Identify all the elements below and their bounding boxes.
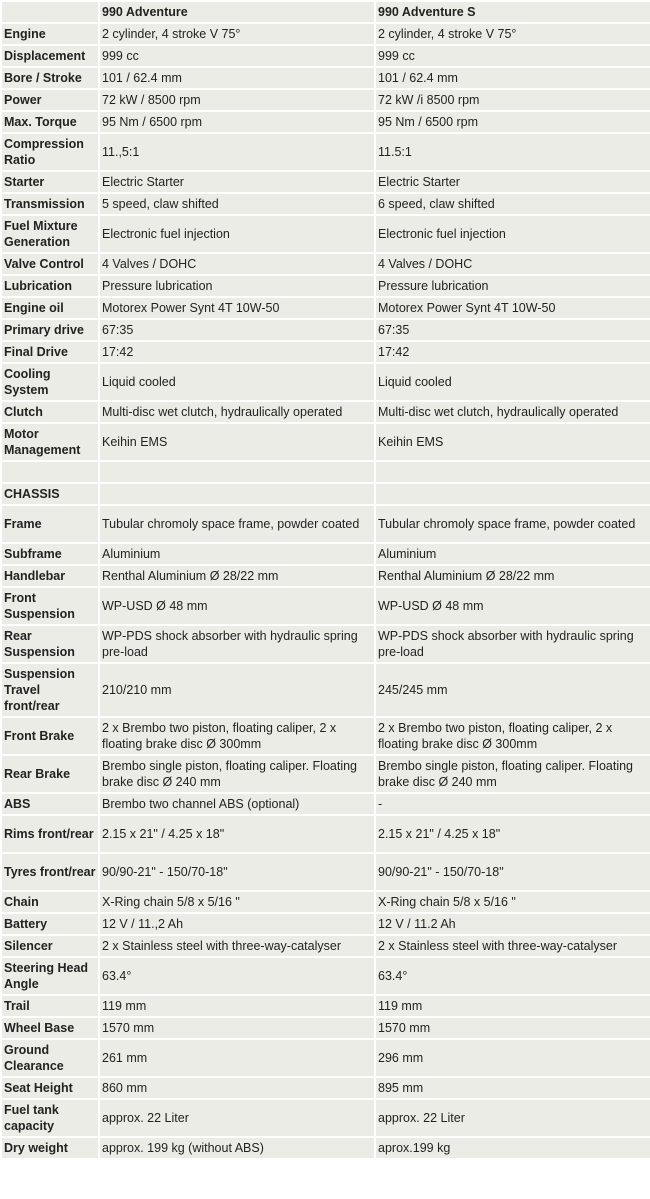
spec-row: [2, 718, 650, 754]
spec-value-model-b: Tubular chromoly space frame, powder coated: [376, 506, 650, 542]
spec-value-model-b: 6 speed, claw shifted: [376, 194, 650, 214]
spec-value-model-b: WP-USD Ø 48 mm: [376, 588, 650, 624]
spec-row: [2, 1018, 650, 1038]
spec-label: Fuel Mixture Generation: [2, 216, 98, 252]
spec-row: [2, 626, 650, 662]
spec-value-model-b: 2 x Brembo two piston, floating caliper, 2 x floating brake disc Ø 300mm: [376, 718, 650, 754]
spec-label: Lubrication: [2, 276, 98, 296]
spec-label: Dry weight: [2, 1138, 98, 1158]
spec-value-model-a: [100, 462, 374, 482]
spec-value-model-a: 90/90-21" - 150/70-18": [100, 854, 374, 890]
spec-value-model-b: -: [376, 794, 650, 814]
spec-label: Clutch: [2, 402, 98, 422]
spec-value-model-b: [376, 462, 650, 482]
spec-label: Battery: [2, 914, 98, 934]
spec-value-model-a: Liquid cooled: [100, 364, 374, 400]
spec-value-model-b: Brembo single piston, floating caliper. Floating brake disc Ø 240 mm: [376, 756, 650, 792]
spec-label: Valve Control: [2, 254, 98, 274]
spec-value-model-b: 101 / 62.4 mm: [376, 68, 650, 88]
header-blank-cell: [2, 2, 98, 22]
spec-value-model-b: Keihin EMS: [376, 424, 650, 460]
spec-row: [2, 1040, 650, 1076]
spec-value-model-b: Aluminium: [376, 544, 650, 564]
spec-label: Final Drive: [2, 342, 98, 362]
spec-value-model-a: 261 mm: [100, 1040, 374, 1076]
spec-label: Subframe: [2, 544, 98, 564]
spec-value-model-a: 67:35: [100, 320, 374, 340]
spec-row: [2, 756, 650, 792]
spec-label: Max. Torque: [2, 112, 98, 132]
spec-label: Engine oil: [2, 298, 98, 318]
spec-label: Wheel Base: [2, 1018, 98, 1038]
spec-label: Seat Height: [2, 1078, 98, 1098]
spec-row: [2, 816, 650, 852]
spec-value-model-a: 63.4°: [100, 958, 374, 994]
spec-row: [2, 90, 650, 110]
spec-row: [2, 854, 650, 890]
spec-value-model-a: Aluminium: [100, 544, 374, 564]
spec-value-model-a: Electronic fuel injection: [100, 216, 374, 252]
spec-label: Rear Suspension: [2, 626, 98, 662]
spec-label: Suspension Travel front/rear: [2, 664, 98, 716]
spec-value-model-a: WP-PDS shock absorber with hydraulic spring pre-load: [100, 626, 374, 662]
spec-label: Engine: [2, 24, 98, 44]
spec-row: [2, 664, 650, 716]
spec-value-model-b: Multi-disc wet clutch, hydraulically operated: [376, 402, 650, 422]
spec-value-model-b: 95 Nm / 6500 rpm: [376, 112, 650, 132]
spec-value-model-b: 999 cc: [376, 46, 650, 66]
spec-value-model-b: 90/90-21" - 150/70-18": [376, 854, 650, 890]
spec-value-model-a: 210/210 mm: [100, 664, 374, 716]
spec-value-model-a: 860 mm: [100, 1078, 374, 1098]
spec-label: Transmission: [2, 194, 98, 214]
spec-label: CHASSIS: [2, 484, 98, 504]
spec-value-model-a: 2 cylinder, 4 stroke V 75°: [100, 24, 374, 44]
spec-label: Fuel tank capacity: [2, 1100, 98, 1136]
spec-label: Handlebar: [2, 566, 98, 586]
spec-row: [2, 172, 650, 192]
spec-value-model-b: WP-PDS shock absorber with hydraulic spring pre-load: [376, 626, 650, 662]
spec-row: [2, 194, 650, 214]
spec-label: Frame: [2, 506, 98, 542]
spec-value-model-b: 63.4°: [376, 958, 650, 994]
model-b-heading: 990 Adventure S: [376, 2, 650, 22]
spec-value-model-b: 2.15 x 21" / 4.25 x 18": [376, 816, 650, 852]
spec-label: Displacement: [2, 46, 98, 66]
spec-label: Rims front/rear: [2, 816, 98, 852]
spec-row: [2, 402, 650, 422]
spec-label: Bore / Stroke: [2, 68, 98, 88]
spec-value-model-b: 11.5:1: [376, 134, 650, 170]
spec-value-model-b: 4 Valves / DOHC: [376, 254, 650, 274]
spec-row: [2, 342, 650, 362]
spec-row: [2, 276, 650, 296]
spec-label: Steering Head Angle: [2, 958, 98, 994]
spec-row: [2, 46, 650, 66]
spec-row: [2, 566, 650, 586]
spec-value-model-b: Motorex Power Synt 4T 10W-50: [376, 298, 650, 318]
spec-row: [2, 914, 650, 934]
spec-row: [2, 254, 650, 274]
spec-row: [2, 936, 650, 956]
spec-value-model-a: 101 / 62.4 mm: [100, 68, 374, 88]
spec-row: [2, 424, 650, 460]
spec-value-model-b: X-Ring chain 5/8 x 5/16 ": [376, 892, 650, 912]
spec-value-model-b: 245/245 mm: [376, 664, 650, 716]
spec-value-model-b: Pressure lubrication: [376, 276, 650, 296]
spec-value-model-a: X-Ring chain 5/8 x 5/16 ": [100, 892, 374, 912]
spec-row: [2, 794, 650, 814]
spec-value-model-b: Renthal Aluminium Ø 28/22 mm: [376, 566, 650, 586]
spec-value-model-b: [376, 484, 650, 504]
spec-value-model-b: 17:42: [376, 342, 650, 362]
spec-value-model-a: approx. 199 kg (without ABS): [100, 1138, 374, 1158]
spec-value-model-b: 2 cylinder, 4 stroke V 75°: [376, 24, 650, 44]
spec-value-model-a: Brembo two channel ABS (optional): [100, 794, 374, 814]
spec-row: [2, 892, 650, 912]
spec-row: [2, 1078, 650, 1098]
spec-value-model-b: Liquid cooled: [376, 364, 650, 400]
spec-value-model-a: 11.,5:1: [100, 134, 374, 170]
spec-label: Trail: [2, 996, 98, 1016]
spec-value-model-a: Motorex Power Synt 4T 10W-50: [100, 298, 374, 318]
spec-value-model-a: Electric Starter: [100, 172, 374, 192]
spec-label: Ground Clearance: [2, 1040, 98, 1076]
spec-row: [2, 68, 650, 88]
spec-row: [2, 216, 650, 252]
spec-row: [2, 1138, 650, 1158]
spec-value-model-b: 12 V / 11.2 Ah: [376, 914, 650, 934]
spec-value-model-b: Electric Starter: [376, 172, 650, 192]
spec-value-model-a: [100, 484, 374, 504]
spec-value-model-a: 2.15 x 21" / 4.25 x 18": [100, 816, 374, 852]
spec-row: [2, 1100, 650, 1136]
spec-value-model-b: 119 mm: [376, 996, 650, 1016]
spec-value-model-a: 12 V / 11.,2 Ah: [100, 914, 374, 934]
spec-row: [2, 996, 650, 1016]
spec-value-model-a: 999 cc: [100, 46, 374, 66]
spec-value-model-a: 72 kW / 8500 rpm: [100, 90, 374, 110]
spec-value-model-a: Keihin EMS: [100, 424, 374, 460]
spec-row: [2, 24, 650, 44]
spec-label: Compression Ratio: [2, 134, 98, 170]
spec-label: Chain: [2, 892, 98, 912]
spec-value-model-b: 1570 mm: [376, 1018, 650, 1038]
spec-value-model-a: 119 mm: [100, 996, 374, 1016]
spec-label: ABS: [2, 794, 98, 814]
spec-value-model-a: 4 Valves / DOHC: [100, 254, 374, 274]
spec-row: [2, 320, 650, 340]
spec-row: [2, 298, 650, 318]
spec-label: Rear Brake: [2, 756, 98, 792]
spec-row: [2, 544, 650, 564]
spec-label: Front Brake: [2, 718, 98, 754]
spec-value-model-a: WP-USD Ø 48 mm: [100, 588, 374, 624]
spec-label: Cooling System: [2, 364, 98, 400]
spec-label: Motor Management: [2, 424, 98, 460]
spec-value-model-b: 2 x Stainless steel with three-way-catalyser: [376, 936, 650, 956]
spec-value-model-a: approx. 22 Liter: [100, 1100, 374, 1136]
spec-label: [2, 462, 98, 482]
spec-label: Front Suspension: [2, 588, 98, 624]
spec-value-model-a: 5 speed, claw shifted: [100, 194, 374, 214]
spec-row: [2, 506, 650, 542]
spec-value-model-b: 296 mm: [376, 1040, 650, 1076]
section-row: [2, 484, 650, 504]
spec-value-model-a: Tubular chromoly space frame, powder coated: [100, 506, 374, 542]
spec-label: Silencer: [2, 936, 98, 956]
spec-row: [2, 588, 650, 624]
spec-row: [2, 134, 650, 170]
spec-label: Power: [2, 90, 98, 110]
model-a-heading: 990 Adventure: [100, 2, 374, 22]
spec-row: [2, 958, 650, 994]
spec-value-model-b: approx. 22 Liter: [376, 1100, 650, 1136]
spec-label: Primary drive: [2, 320, 98, 340]
spec-value-model-b: 67:35: [376, 320, 650, 340]
spec-label: Tyres front/rear: [2, 854, 98, 890]
spec-value-model-a: Renthal Aluminium Ø 28/22 mm: [100, 566, 374, 586]
header-row: [2, 2, 650, 22]
spec-value-model-a: Brembo single piston, floating caliper. Floating brake disc Ø 240 mm: [100, 756, 374, 792]
spec-value-model-a: Multi-disc wet clutch, hydraulically operated: [100, 402, 374, 422]
spec-label: Starter: [2, 172, 98, 192]
spec-row: [2, 364, 650, 400]
spec-value-model-b: Electronic fuel injection: [376, 216, 650, 252]
spec-value-model-a: 95 Nm / 6500 rpm: [100, 112, 374, 132]
spec-value-model-a: 2 x Stainless steel with three-way-catalyser: [100, 936, 374, 956]
spec-value-model-b: 895 mm: [376, 1078, 650, 1098]
spec-value-model-a: 2 x Brembo two piston, floating caliper, 2 x floating brake disc Ø 300mm: [100, 718, 374, 754]
spec-value-model-a: 17:42: [100, 342, 374, 362]
spec-value-model-b: aprox.199 kg: [376, 1138, 650, 1158]
spec-value-model-a: 1570 mm: [100, 1018, 374, 1038]
spec-row: [2, 462, 650, 482]
spec-value-model-a: Pressure lubrication: [100, 276, 374, 296]
spec-row: [2, 112, 650, 132]
spec-value-model-b: 72 kW /i 8500 rpm: [376, 90, 650, 110]
